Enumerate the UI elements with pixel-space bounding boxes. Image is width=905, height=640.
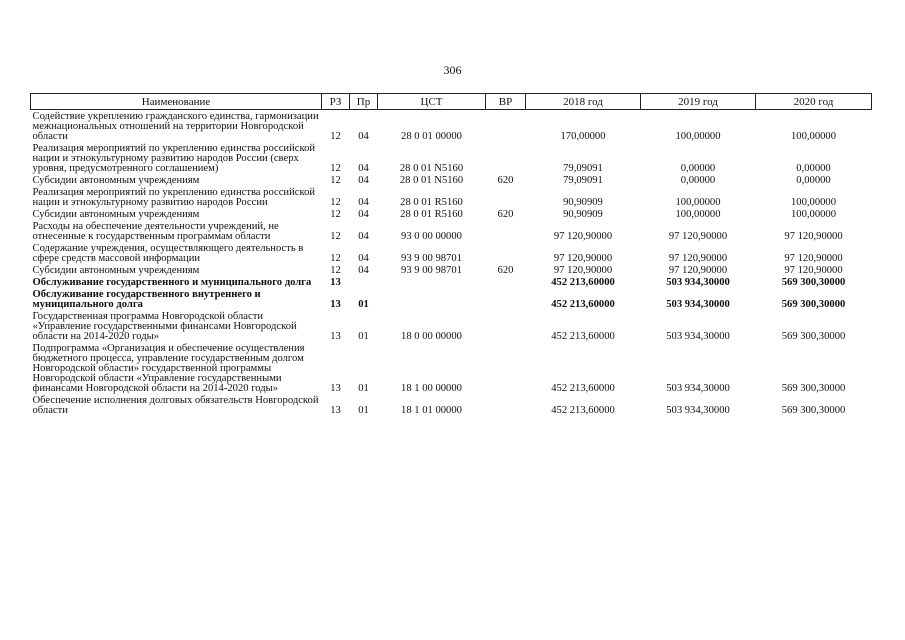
header-name: Наименование: [31, 94, 322, 110]
row-cst: 93 9 00 98701: [401, 265, 462, 276]
row-cst: [378, 288, 486, 310]
row-value-2020: 97 120,90000: [784, 253, 843, 264]
row-cst: 93 9 00 98701: [401, 253, 462, 264]
row-vr: [486, 394, 526, 416]
row-value-2020: 0,00000: [796, 163, 831, 174]
budget-table: [30, 93, 872, 416]
row-vr: [486, 342, 526, 394]
row-value-2020: 97 120,90000: [784, 265, 843, 276]
row-cst: 28 0 01 00000: [401, 131, 462, 142]
row-value-2020: 569 300,30000: [781, 405, 846, 416]
row-pr: 01: [358, 383, 369, 394]
header-pr: Пр: [350, 94, 378, 110]
row-name: Субсидии автономным учреждениям: [32, 265, 200, 276]
row-vr: [486, 110, 526, 143]
table-row: [31, 342, 872, 394]
row-value-2020: 569 300,30000: [781, 299, 846, 310]
row-pr: 01: [358, 331, 369, 342]
row-pr: 01: [358, 299, 369, 310]
row-rz: 12: [330, 163, 341, 174]
row-value-2019: 0,00000: [680, 163, 716, 174]
row-name: Субсидии автономным учреждениям: [32, 175, 200, 186]
row-pr: 04: [358, 209, 369, 220]
row-value-2018: 90,90909: [563, 209, 603, 220]
header-cst: ЦСТ: [378, 94, 486, 110]
row-vr: 620: [497, 265, 514, 276]
row-cst: 18 1 01 00000: [401, 405, 462, 416]
table-header-row: [31, 94, 872, 110]
row-value-2019: 97 120,90000: [668, 253, 728, 264]
row-name: Обеспечение исполнения долговых обязательств Новгородской области: [32, 395, 319, 416]
row-rz: 12: [330, 209, 341, 220]
table-row: [31, 186, 872, 208]
table-row: [31, 288, 872, 310]
header-2020: 2020 год: [756, 94, 872, 110]
row-value-2019: 0,00000: [680, 175, 716, 186]
row-vr: [486, 288, 526, 310]
row-value-2019: 100,00000: [675, 197, 721, 208]
table-row: [31, 220, 872, 242]
row-value-2019: 503 934,30000: [666, 277, 730, 288]
header-vr: ВР: [486, 94, 526, 110]
row-rz: 13: [330, 383, 341, 394]
table-row: [31, 264, 872, 276]
table-row: [31, 242, 872, 264]
row-cst: 18 1 00 00000: [401, 383, 462, 394]
row-value-2018: 170,00000: [560, 131, 606, 142]
row-value-2020: 100,00000: [790, 131, 837, 142]
row-rz: 12: [330, 131, 341, 142]
row-value-2020: 97 120,90000: [784, 231, 843, 242]
row-value-2020: 100,00000: [790, 209, 837, 220]
row-rz: 12: [330, 253, 341, 264]
table-row: [31, 310, 872, 342]
row-vr: [486, 220, 526, 242]
row-cst: 18 0 00 00000: [401, 331, 462, 342]
row-rz: 13: [330, 277, 341, 288]
row-vr: [486, 242, 526, 264]
row-name: Реализация мероприятий по укреплению единства российской нации и этнокультурному развитию народов России: [32, 187, 316, 208]
row-value-2018: 90,90909: [563, 197, 603, 208]
row-cst: [378, 276, 486, 288]
row-value-2019: 100,00000: [675, 209, 721, 220]
row-rz: 13: [330, 331, 341, 342]
row-value-2018: 97 120,90000: [553, 253, 613, 264]
row-value-2020: 569 300,30000: [781, 383, 846, 394]
row-pr: 04: [358, 163, 369, 174]
row-pr: 04: [358, 197, 369, 208]
table-row: [31, 208, 872, 220]
header-rz: РЗ: [322, 94, 350, 110]
row-value-2019: 503 934,30000: [666, 299, 730, 310]
row-rz: 13: [330, 299, 341, 310]
row-cst: 28 0 01 N5160: [399, 163, 464, 174]
row-rz: 12: [330, 197, 341, 208]
row-rz: 12: [330, 231, 341, 242]
row-vr: 620: [497, 209, 514, 220]
row-value-2019: 97 120,90000: [668, 265, 728, 276]
row-value-2018: 452 213,60000: [551, 299, 615, 310]
row-vr: [486, 142, 526, 174]
row-value-2018: 97 120,90000: [553, 265, 613, 276]
row-pr: 04: [358, 231, 369, 242]
row-pr: 04: [358, 131, 369, 142]
row-value-2018: 79,09091: [563, 163, 603, 174]
row-value-2020: 569 300,30000: [781, 277, 846, 288]
row-value-2019: 503 934,30000: [666, 331, 730, 342]
header-2019: 2019 год: [641, 94, 756, 110]
row-value-2018: 452 213,60000: [551, 405, 615, 416]
row-value-2020: 569 300,30000: [781, 331, 846, 342]
row-value-2020: 0,00000: [796, 175, 831, 186]
row-name: Обслуживание государственного и муниципального долга: [32, 277, 312, 288]
row-name: Расходы на обеспечение деятельности учреждений, не отнесенные к государственным программам области: [32, 221, 279, 242]
header-2018: 2018 год: [526, 94, 641, 110]
row-vr: [486, 310, 526, 342]
row-pr: 04: [358, 175, 369, 186]
row-pr: 04: [358, 265, 369, 276]
row-cst: 28 0 01 R5160: [400, 197, 463, 208]
row-value-2018: 452 213,60000: [551, 383, 615, 394]
row-rz: 12: [330, 175, 341, 186]
row-vr: 620: [497, 175, 514, 186]
row-value-2020: 100,00000: [790, 197, 837, 208]
row-name: Содержание учреждения, осуществляющего деятельность в сфере средств массовой информации: [32, 243, 304, 264]
row-pr: 01: [358, 405, 369, 416]
row-name: Обслуживание государственного внутреннего и муниципального долга: [32, 289, 261, 310]
row-value-2018: 97 120,90000: [553, 231, 613, 242]
table-row: [31, 174, 872, 186]
row-pr: [350, 276, 378, 288]
row-cst: 93 0 00 00000: [401, 231, 462, 242]
row-cst: 28 0 01 R5160: [400, 209, 463, 220]
row-rz: 12: [330, 265, 341, 276]
row-value-2019: 503 934,30000: [666, 383, 730, 394]
row-vr: [486, 186, 526, 208]
row-value-2018: 452 213,60000: [551, 277, 615, 288]
row-name: Государственная программа Новгородской области «Управление государственными финансами Новгородской области на 2014-2020 годы»: [32, 311, 297, 342]
table-row: [31, 110, 872, 143]
table-row: [31, 276, 872, 288]
row-name: Субсидии автономным учреждениям: [32, 209, 200, 220]
row-name: Подпрограмма «Организация и обеспечение осуществления бюджетного процесса, управление государственным долгом Новгородской области» государственной программы Новгородской области «Управление государственными финансами Новгородской области на 2014-2020 годы»: [32, 343, 305, 394]
row-value-2019: 503 934,30000: [666, 405, 730, 416]
row-value-2019: 97 120,90000: [668, 231, 728, 242]
table-row: [31, 394, 872, 416]
row-pr: 04: [358, 253, 369, 264]
row-value-2018: 452 213,60000: [551, 331, 615, 342]
row-name: Реализация мероприятий по укреплению единства российской нации и этнокультурному развитию народов России (сверх уровня, предусмотренного соглашением): [32, 143, 316, 174]
row-vr: [486, 276, 526, 288]
table-row: [31, 142, 872, 174]
row-value-2019: 100,00000: [675, 131, 721, 142]
row-cst: 28 0 01 N5160: [399, 175, 464, 186]
row-value-2018: 79,09091: [563, 175, 603, 186]
page-number: 306: [443, 63, 462, 77]
row-rz: 13: [330, 405, 341, 416]
row-name: Содействие укреплению гражданского единства, гармонизации межнациональных отношений на территории Новгородской области: [32, 111, 319, 142]
